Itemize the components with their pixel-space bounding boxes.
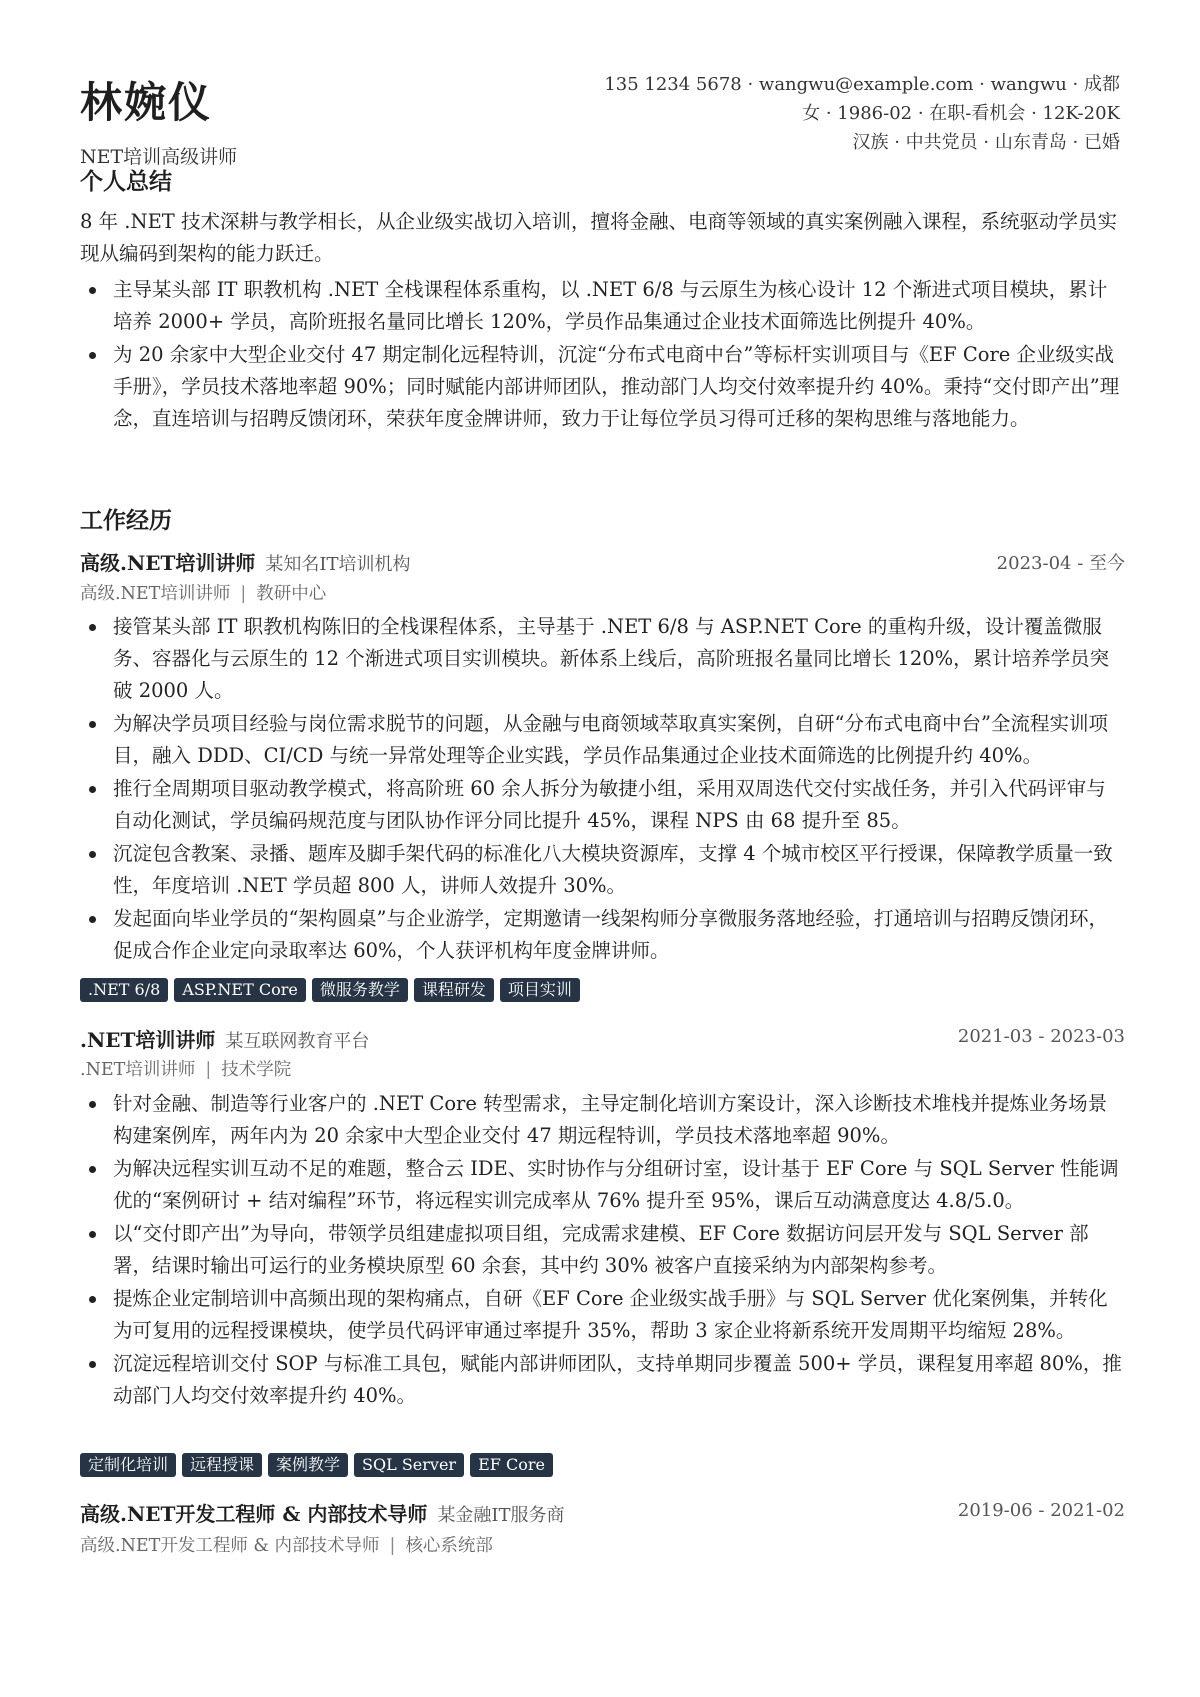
skill-tag: 课程研发 xyxy=(414,978,494,1002)
job-title: .NET培训讲师 xyxy=(80,1028,216,1052)
list-item: 为 20 余家中大型企业交付 47 期定制化远程特训，沉淀“分布式电商中台”等标杆实训项目与《EF Core 企业级实战手册》，学员技术落地率超 90%；同时赋能内部讲师团队，推动部门人均交付效率提升约 40%。秉持“交付即产出”理念，直连培训与招聘反馈闭环，荣获年度金牌讲师，致力于让每位学员习得可迁移的架构思维与落地能力。 xyxy=(80,339,1125,435)
job-date: 2019-06 - 2021-02 xyxy=(957,1500,1125,1521)
job-header xyxy=(80,1498,1125,1528)
job-date: 2023-04 - 至今 xyxy=(996,553,1125,574)
summary-paragraph: 8 年 .NET 技术深耕与教学相长，从企业级实战切入培训，擅将金融、电商等领域的真实案例融入课程，系统驱动学员实现从编码到架构的能力跃迁。 xyxy=(80,210,1118,265)
skill-tag: 定制化培训 xyxy=(80,1453,176,1477)
list-item: 接管某头部 IT 职教机构陈旧的全栈课程体系，主导基于 .NET 6/8 与 ASP.NET Core 的重构升级，设计覆盖微服务、容器化与云原生的 12 个渐进式项目实训模块。新体系上线后，高阶班报名量同比增长 120%，累计培养学员突破 2000 人。 xyxy=(80,611,1125,707)
skill-tag: .NET 6/8 xyxy=(80,978,168,1002)
job-subtitle xyxy=(80,580,326,605)
list-item: 沉淀包含教案、录播、题库及脚手架代码的标准化八大模块资源库，支撑 4 个城市校区平行授课，保障教学质量一致性，年度培训 .NET 学员超 800 人，讲师人效提升 30%。 xyxy=(80,838,1125,902)
summary-bullet-list xyxy=(80,274,1125,436)
skill-tags xyxy=(80,978,580,1002)
job-department: 教研中心 xyxy=(256,584,327,604)
contact-line-phone-email: 135 1234 5678 · wangwu@example.com · wangwu · 成都 xyxy=(604,74,1120,95)
skill-tag: 项目实训 xyxy=(500,978,580,1002)
job-company: 某互联网教育平台 xyxy=(225,1031,370,1052)
contact-line-profile: 女 · 1986-02 · 在职-看机会 · 12K-20K xyxy=(802,103,1120,124)
job-date: 2021-03 - 2023-03 xyxy=(957,1026,1125,1047)
list-item: 沉淀远程培训交付 SOP 与标准工具包，赋能内部讲师团队，支持单期同步覆盖 500+ 学员，课程复用率超 80%，推动部门人均交付效率提升约 40%。 xyxy=(80,1348,1125,1412)
summary-heading: 个人总结 xyxy=(80,168,172,195)
job-header xyxy=(80,547,1125,577)
contact-info xyxy=(604,70,1120,157)
job-subtitle xyxy=(80,1056,291,1081)
separator: | xyxy=(240,584,247,604)
experience-heading: 工作经历 xyxy=(80,507,172,534)
skill-tag: 微服务教学 xyxy=(312,978,408,1002)
job-bullet-list xyxy=(80,611,1125,968)
job-department: 核心系统部 xyxy=(405,1536,493,1556)
contact-line-personal: 汉族 · 中共党员 · 山东青岛 · 已婚 xyxy=(852,132,1120,153)
list-item: 提炼企业定制培训中高频出现的架构痛点，自研《EF Core 企业级实战手册》与 SQL Server 优化案例集，并转化为可复用的远程授课模块，使学员代码评审通过率提升 35%，帮助 3 家企业将新系统开发周期平均缩短 28%。 xyxy=(80,1283,1125,1347)
job-subtitle xyxy=(80,1532,493,1557)
job-department: 技术学院 xyxy=(221,1060,292,1080)
separator: | xyxy=(205,1060,212,1080)
list-item: 为解决学员项目经验与岗位需求脱节的问题，从金融与电商领域萃取真实案例，自研“分布式电商中台”全流程实训项目，融入 DDD、CI/CD 与统一异常处理等企业实践，学员作品集通过企业技术面筛选的比例提升约 40%。 xyxy=(80,708,1125,772)
candidate-name: 林婉仪 xyxy=(80,78,213,127)
skill-tag: 案例教学 xyxy=(268,1453,348,1477)
separator: | xyxy=(389,1536,396,1556)
skill-tag: EF Core xyxy=(470,1453,553,1477)
list-item: 为解决远程实训互动不足的难题，整合云 IDE、实时协作与分组研讨室，设计基于 EF Core 与 SQL Server 性能调优的“案例研讨 + 结对编程”环节，将远程实训完成率从 76% 提升至 95%，课后互动满意度达 4.8/5.0。 xyxy=(80,1153,1125,1217)
job-title: 高级.NET培训讲师 xyxy=(80,551,256,575)
skill-tags xyxy=(80,1453,553,1477)
skill-tag: ASP.NET Core xyxy=(174,978,306,1002)
skill-tag: SQL Server xyxy=(354,1453,464,1477)
list-item: 以“交付即产出”为导向，带领学员组建虚拟项目组，完成需求建模、EF Core 数据访问层开发与 SQL Server 部署，结课时输出可运行的业务模块原型 60 余套，其中约 30% 被客户直接采纳为内部架构参考。 xyxy=(80,1218,1125,1282)
job-header xyxy=(80,1024,1125,1054)
list-item: 主导某头部 IT 职教机构 .NET 全栈课程体系重构，以 .NET 6/8 与云原生为核心设计 12 个渐进式项目模块，累计培养 2000+ 学员，高阶班报名量同比增长 120%，学员作品集通过企业技术面筛选比例提升 40%。 xyxy=(80,274,1125,338)
job-bullet-list xyxy=(80,1088,1125,1413)
candidate-title: NET培训高级讲师 xyxy=(80,146,238,168)
job-company: 某知名IT培训机构 xyxy=(265,554,411,575)
job-company: 某金融IT服务商 xyxy=(437,1505,565,1526)
list-item: 发起面向毕业学员的“架构圆桌”与企业游学，定期邀请一线架构师分享微服务落地经验，打通培训与招聘反馈闭环，促成合作企业定向录取率达 60%，个人获评机构年度金牌讲师。 xyxy=(80,903,1125,967)
job-role: 高级.NET培训讲师 xyxy=(80,584,231,604)
list-item: 推行全周期项目驱动教学模式，将高阶班 60 余人拆分为敏捷小组，采用双周迭代交付实战任务，并引入代码评审与自动化测试，学员编码规范度与团队协作评分同比提升 45%，课程 NPS 由 68 提升至 85。 xyxy=(80,773,1125,837)
job-title: 高级.NET开发工程师 & 内部技术导师 xyxy=(80,1502,428,1526)
job-role: 高级.NET开发工程师 & 内部技术导师 xyxy=(80,1536,380,1556)
skill-tag: 远程授课 xyxy=(182,1453,262,1477)
job-role: .NET培训讲师 xyxy=(80,1060,196,1080)
list-item: 针对金融、制造等行业客户的 .NET Core 转型需求，主导定制化培训方案设计，深入诊断技术堆栈并提炼业务场景构建案例库，两年内为 20 余家中大型企业交付 47 期远程特训，学员技术落地率超 90%。 xyxy=(80,1088,1125,1152)
